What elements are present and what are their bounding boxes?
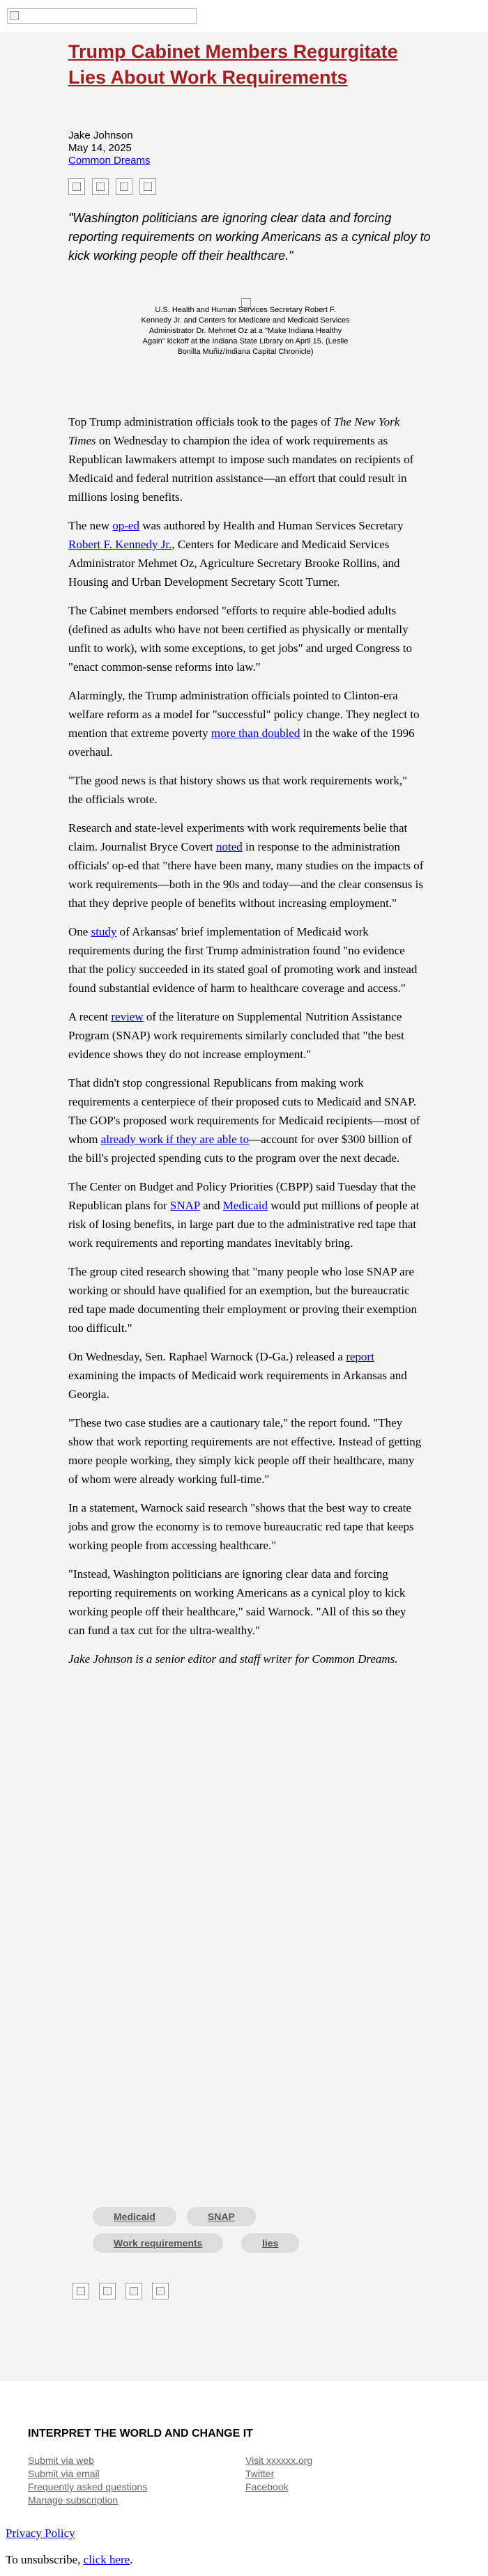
op-ed-link[interactable]: op-ed [112, 519, 139, 532]
publication-link[interactable]: Common Dreams [68, 155, 151, 166]
facebook-link[interactable]: Facebook [245, 2481, 289, 2492]
visit-site-link[interactable]: Visit xxxxxx.org [245, 2455, 313, 2466]
pull-quote: "Washington politicians are ignoring clear data and forcing reporting requirements on working Americans as a cynical ploy to kick working people off their healthcare." [68, 211, 431, 263]
paragraph: Alarmingly, the Trump administration officials pointed to Clinton-era welfare reform as a model for "successful" policy change. They neglect to mention that extreme poverty more than doubled in the wake of the 1996 overhaul. [68, 689, 420, 759]
paragraph: The Cabinet members endorsed "efforts to require able-bodied adults (defined as adults who have not been certified as physically or mentally unfit to work), with some exceptions, to get jobs" and urged Congress to "enact common-sense reforms into law." [68, 604, 412, 674]
paragraph: The Center on Budget and Policy Priorities (CBPP) said Tuesday that the Republican plans for SNAP and Medicaid would put millions of people at risk of losing benefits, in large part due to the administrative red tape that work requirements and reporting mandates inevitably bring. [68, 1180, 420, 1250]
submit-web-link[interactable]: Submit via web [28, 2455, 94, 2466]
footer-heading: INTERPRET THE WORLD AND CHANGE IT [28, 2428, 253, 2439]
tag-snap[interactable]: SNAP [187, 2207, 256, 2226]
tag-lies[interactable]: lies [241, 2233, 299, 2253]
unsubscribe-link[interactable]: click here [83, 2553, 130, 2566]
medicaid-link[interactable]: Medicaid [222, 1199, 268, 1212]
privacy-policy-link[interactable]: Privacy Policy [6, 2527, 75, 2540]
tag-work-requirements[interactable]: Work requirements [93, 2233, 223, 2253]
twitter-icon[interactable] [92, 178, 109, 195]
rfk-link[interactable]: Robert F. Kennedy Jr. [68, 538, 172, 551]
facebook-icon[interactable] [73, 2283, 89, 2299]
article-meta [68, 130, 151, 167]
facebook-icon[interactable] [68, 178, 85, 195]
snap-link[interactable]: SNAP [169, 1199, 200, 1212]
paragraph: On Wednesday, Sen. Raphael Warnock (D-Ga.) released a report examining the impacts of Medicaid work requirements in Arkansas and Georgia. [68, 1350, 407, 1401]
date: May 14, 2025 [68, 142, 132, 154]
twitter-link[interactable]: Twitter [245, 2468, 275, 2479]
review-link[interactable]: review [111, 1010, 144, 1023]
paragraph: Research and state-level experiments with work requirements belie that claim. Journalist Bryce Covert noted in response to the administration officials' op-ed that "there have been many, many studies on the impacts of work requirements—both in the 90s and today—and the clear consensus is that they deprive people of benefits without increasing employment." [68, 821, 424, 910]
manage-subscription-link[interactable]: Manage subscription [28, 2494, 119, 2506]
paragraph: Top Trump administration officials took to the pages of The New York Times on Wednesday to champion the idea of work requirements as Republican lawmakers attempt to impose such mandates on recipients of Medicaid and federal nutrition assistance—an effort that could result in millions losing benefits. [68, 415, 414, 504]
study-link[interactable]: study [91, 925, 117, 938]
paragraph: In a statement, Warnock said research "shows that the best way to create jobs and grow the economy is to remove bureaucratic red tape that keeps working people from accessing healthcare." [68, 1501, 414, 1552]
noted-link[interactable]: noted [215, 840, 243, 853]
share-icon[interactable] [139, 178, 156, 195]
tag-medicaid[interactable]: Medicaid [93, 2207, 176, 2226]
header-logo-image[interactable] [7, 8, 197, 24]
paragraph: "Instead, Washington politicians are ignoring clear data and forcing reporting requirements on working Americans as a cynical ploy to kick working people off their healthcare," said Warnock. "All of this so they can fund a tax cut for the ultra-wealthy." [68, 1567, 406, 1637]
paragraph: One study of Arkansas' brief implementation of Medicaid work requirements during the first Trump administration found "no evidence that the policy succeeded in its stated goal of promoting work and instead found substantial evidence of harm to healthcare coverage and access." [68, 925, 418, 995]
paragraph: That didn't stop congressional Republicans from making work requirements a centerpiece of their proposed cuts to Medicaid and SNAP. The GOP's proposed work requirements for Medicaid recipients—most of whom already work if they are able to—account for over $300 billion of the bill's projected spending cuts to the program over the next decade. [68, 1076, 420, 1165]
already-work-link[interactable]: already work if they are able to [100, 1133, 250, 1146]
faq-link[interactable]: Frequently asked questions [28, 2481, 148, 2492]
article-title[interactable]: Trump Cabinet Members Regurgitate Lies About Work Requirements [68, 41, 398, 88]
paragraph: "The good news is that history shows us that work requirements work," the officials wrote. [68, 774, 408, 806]
submit-email-link[interactable]: Submit via email [28, 2468, 100, 2479]
share-icon[interactable] [152, 2283, 169, 2299]
twitter-icon[interactable] [99, 2283, 116, 2299]
image-caption: U.S. Health and Human Services Secretary Robert F. Kennedy Jr. and Centers for Medicare and Medicaid Services Administrator Dr. Mehmet Oz at a "Make Indiana Healthy Again" kickoff at the Indiana State Library on April 15. (Leslie Bonilla Muñiz/Indiana Capital Chronicle) [141, 306, 350, 356]
paragraph: A recent review of the literature on Supplemental Nutrition Assistance Program (SNAP) work requirements similarly concluded that "the best evidence shows they do not increase employment." [68, 1010, 404, 1061]
paragraph: The new op-ed was authored by Health and Human Services Secretary Robert F. Kennedy Jr., Centers for Medicare and Medicaid Services Administrator Mehmet Oz, Agriculture Secretary Brooke Rollins, and Housing and Urban Development Secretary Scott Turner. [68, 519, 404, 589]
email-icon[interactable] [116, 178, 132, 195]
author-bio: Jake Johnson is a senior editor and staff writer for Common Dreams. [68, 1652, 398, 1666]
broken-image-icon [10, 11, 19, 20]
paragraph: The group cited research showing that "many people who lose SNAP are working or should have qualified for an exemption, but the bureaucratic red tape made documenting their employment or proving their exemption too difficult." [68, 1265, 417, 1335]
poverty-link[interactable]: more than doubled [211, 727, 300, 740]
unsubscribe-line: To unsubscribe, click here. [6, 2553, 133, 2566]
paragraph: "These two case studies are a cautionary tale," the report found. "They show that work reporting requirements are not effective. Instead of getting more people working, they simply kick people off their healthcare, many of whom were already working full-time." [68, 1416, 422, 1486]
email-icon[interactable] [125, 2283, 142, 2299]
article-body [68, 412, 424, 1678]
author: Jake Johnson [68, 130, 133, 141]
report-link[interactable]: report [346, 1350, 374, 1363]
